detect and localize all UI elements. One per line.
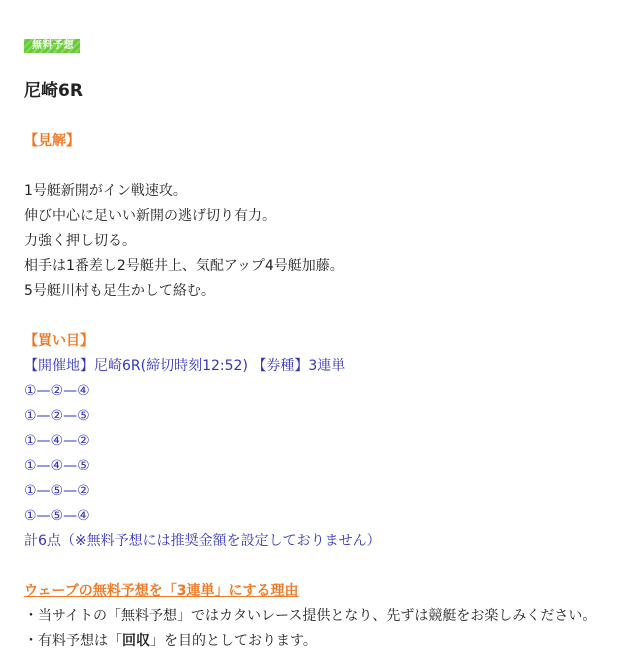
outlook-line: 1号艇新開がイン戦速攻。 xyxy=(24,183,187,199)
bet-combination: ①—④—② xyxy=(24,433,90,449)
three-trifecta-reason-link[interactable]: ウェーブの無料予想を「3連単」にする理由 xyxy=(24,583,299,599)
outlook-line: 相手は1番差し2号艇井上、気配アップ4号艇加藤。 xyxy=(24,258,344,274)
bet-combination: ①—②—④ xyxy=(24,383,90,399)
bet-combination: ①—⑤—④ xyxy=(24,508,90,524)
bet-combination: ①—④—⑤ xyxy=(24,458,90,474)
reason-line-free: ・当サイトの「無料予想」ではカタいレース提供となり、先ずは競艇をお楽しみください。 xyxy=(24,608,597,624)
bets-heading: 【買い目】 xyxy=(24,333,94,349)
race-title: 尼崎6R xyxy=(24,81,83,101)
outlook-line: 伸び中心に足いい新開の逃げ切り有力。 xyxy=(24,208,276,224)
outlook-line: 5号艇川村も足生かして絡む。 xyxy=(24,283,215,299)
bet-combination: ①—②—⑤ xyxy=(24,408,90,424)
bet-combination: ①—⑤—② xyxy=(24,483,90,499)
reason-line-paid-suffix: 」を目的としております。 xyxy=(150,633,317,649)
reason-line-paid-strong: 回収 xyxy=(122,633,150,649)
reason-line-paid xyxy=(24,631,317,651)
free-prediction-badge: 無料予想 xyxy=(24,39,80,53)
bets-info-line: 【開催地】尼崎6R(締切時刻12:52) 【券種】3連単 xyxy=(24,358,346,374)
outlook-line: 力強く押し切る。 xyxy=(24,233,136,249)
reason-line-paid-prefix: ・有料予想は「 xyxy=(24,633,122,649)
bets-total: 計6点（※無料予想には推奨金額を設定しておりません） xyxy=(24,533,381,549)
outlook-heading: 【見解】 xyxy=(24,133,80,149)
